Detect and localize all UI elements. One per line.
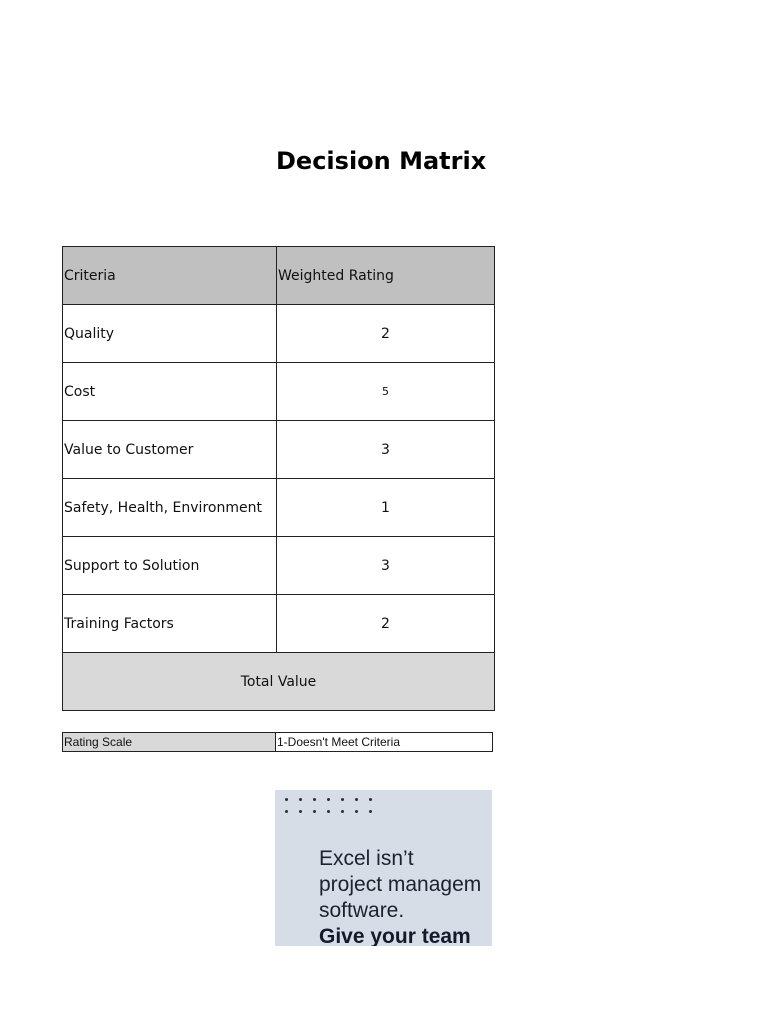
table-row (63, 537, 495, 595)
page-title: Decision Matrix (276, 147, 487, 175)
promo-line: software. (319, 899, 405, 922)
rating-cell[interactable]: 2 (277, 305, 495, 363)
promo-headline: Give your team (319, 925, 471, 946)
table-row (63, 479, 495, 537)
table-row (63, 595, 495, 653)
criteria-cell[interactable]: Support to Solution (63, 537, 277, 595)
rating-cell[interactable]: 3 (277, 421, 495, 479)
rating-scale-label[interactable]: Rating Scale (63, 733, 276, 752)
decision-matrix-table (62, 246, 495, 711)
criteria-cell[interactable]: Cost (63, 363, 277, 421)
criteria-cell[interactable]: Value to Customer (63, 421, 277, 479)
promo-line: Excel isn’t (319, 847, 414, 870)
rating-cell[interactable]: 5 (277, 363, 495, 421)
rating-scale-table (62, 732, 493, 752)
promo-banner[interactable] (275, 790, 492, 946)
criteria-cell[interactable]: Quality (63, 305, 277, 363)
rating-cell[interactable]: 3 (277, 537, 495, 595)
rating-scale-row (63, 733, 493, 752)
weighted-rating-column-header[interactable]: Weighted Rating (277, 247, 495, 305)
criteria-cell[interactable]: Training Factors (63, 595, 277, 653)
table-header-row (63, 247, 495, 305)
criteria-column-header[interactable]: Criteria (63, 247, 277, 305)
table-row (63, 363, 495, 421)
table-row (63, 421, 495, 479)
total-row (63, 653, 495, 711)
criteria-cell[interactable]: Safety, Health, Environment (63, 479, 277, 537)
total-value-cell[interactable]: Total Value (63, 653, 495, 711)
promo-text (319, 846, 492, 946)
rating-cell[interactable]: 2 (277, 595, 495, 653)
dot-pattern-icon (285, 798, 385, 822)
table-row (63, 305, 495, 363)
promo-line: project managem (319, 873, 482, 896)
rating-scale-value[interactable]: 1-Doesn't Meet Criteria (276, 733, 493, 752)
rating-cell[interactable]: 1 (277, 479, 495, 537)
